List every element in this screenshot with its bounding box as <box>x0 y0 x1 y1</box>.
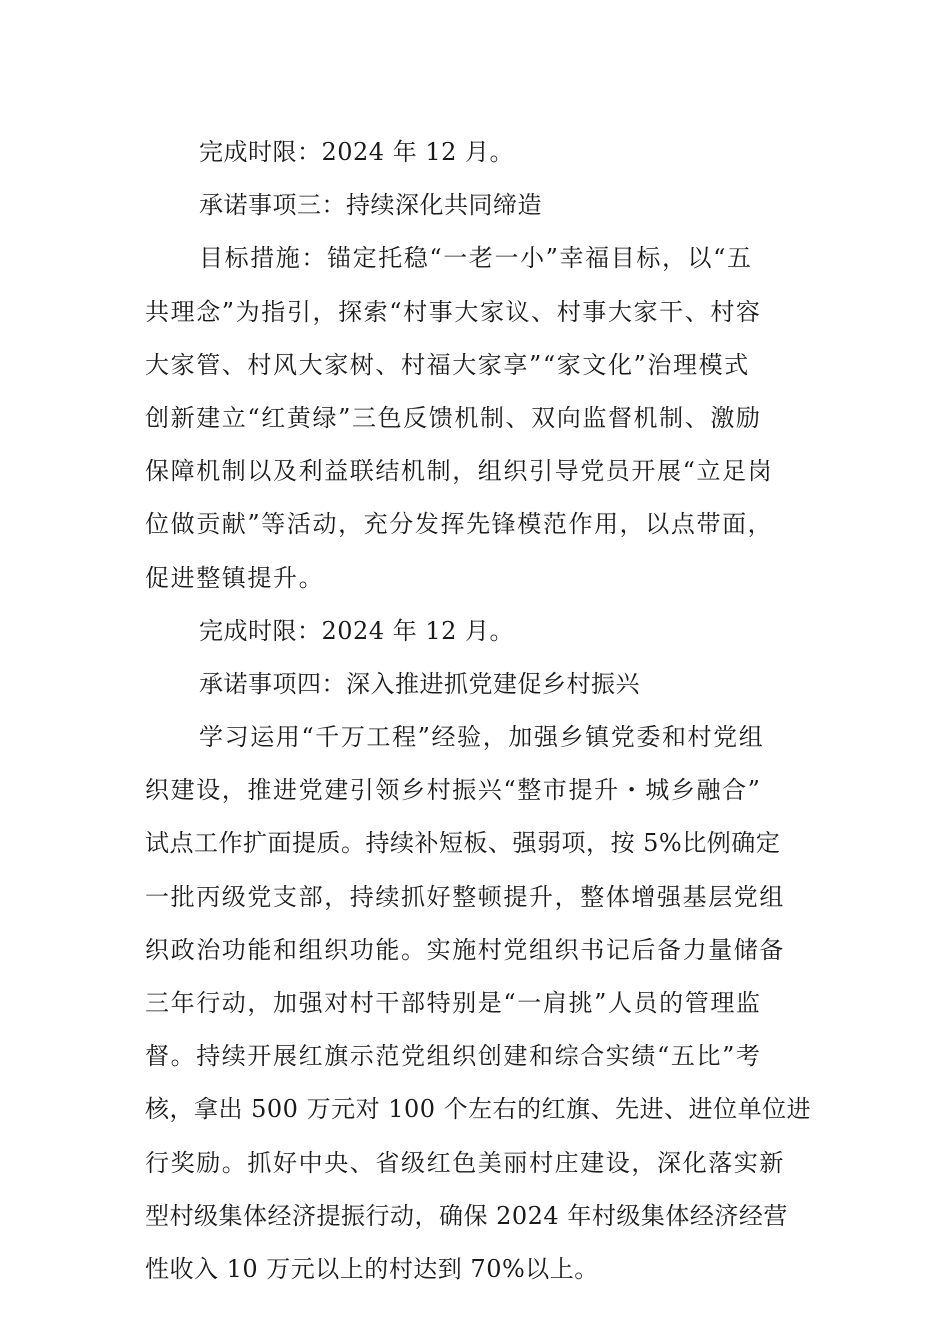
paragraph-line: 型村级集体经济提振行动，确保 2024 年村级集体经济经营 <box>145 1201 788 1230</box>
paragraph-line: 促进整镇提升。 <box>145 563 325 592</box>
commitment-heading-3: 承诺事项三：持续深化共同缔造 <box>199 191 542 220</box>
paragraph-line: 共理念”为指引，探索“村事大家议、村事大家干、村容 <box>145 297 762 326</box>
deadline-line-2: 完成时限：2024 年 12 月。 <box>199 616 515 645</box>
paragraph-line: 试点工作扩面提质。持续补短板、强弱项，按 5%比例确定 <box>145 829 781 858</box>
deadline-line-1: 完成时限：2024 年 12 月。 <box>199 138 515 166</box>
paragraph-line: 大家管、村风大家树、村福大家享”“家文化”治理模式 <box>145 350 750 379</box>
paragraph-line: 目标措施：锚定托稳“一老一小”幸福目标，以“五 <box>199 244 753 273</box>
paragraph-line: 位做贡献”等活动，充分发挥先锋模范作用，以点带面， <box>145 510 774 539</box>
document-page <box>145 126 810 1296</box>
paragraph-line: 核，拿出 500 万元对 100 个左右的红旗、先进、进位单位进 <box>145 1095 812 1124</box>
paragraph-line: 保障机制以及利益联结机制，组织引导党员开展“立足岗 <box>145 457 774 486</box>
paragraph-line: 行奖励。抓好中央、省级红色美丽村庄建设，深化落实新 <box>145 1148 785 1177</box>
paragraph-line: 学习运用“千万工程”经验，加强乡镇党委和村党组 <box>199 723 765 752</box>
paragraph-line: 创新建立“红黄绿”三色反馈机制、双向监督机制、激励 <box>145 403 762 432</box>
paragraph-line: 织建设，推进党建引领乡村振兴“整市提升・城乡融合” <box>145 776 762 805</box>
paragraph-line: 督。持续开展红旗示范党组织创建和综合实绩“五比”考 <box>145 1042 762 1071</box>
paragraph-line: 织政治功能和组织功能。实施村党组织书记后备力量储备 <box>145 935 785 964</box>
paragraph-line: 一批丙级党支部，持续抓好整顿提升，整体增强基层党组 <box>145 882 785 911</box>
paragraph-line: 三年行动，加强对村干部特别是“一肩挑”人员的管理监 <box>145 989 762 1017</box>
commitment-heading-4: 承诺事项四：深入推进抓党建促乡村振兴 <box>199 669 640 698</box>
paragraph-line: 性收入 10 万元以上的村达到 70%以上。 <box>145 1254 599 1283</box>
